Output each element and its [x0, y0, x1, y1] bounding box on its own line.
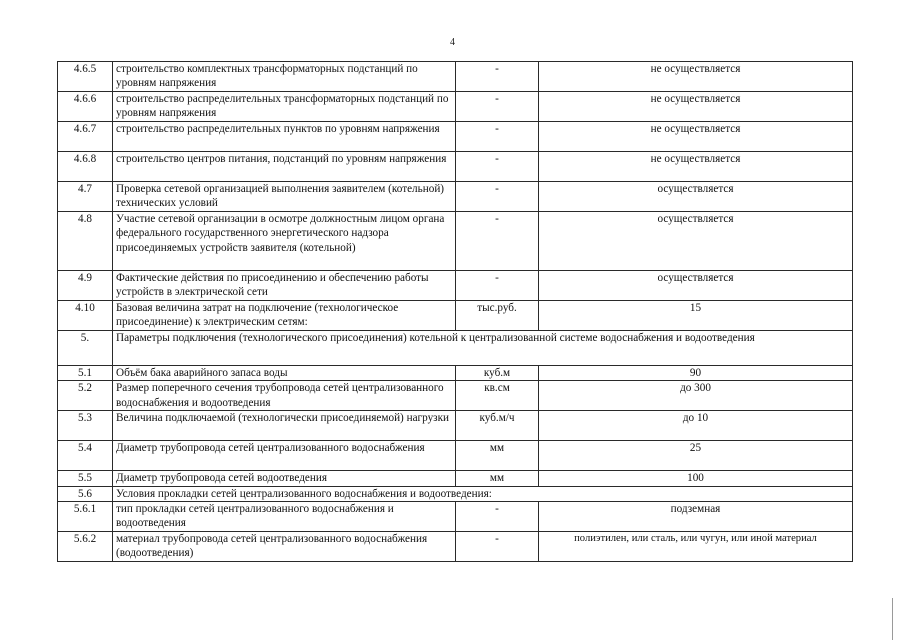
row-number: 4.7 — [58, 182, 113, 212]
row-unit: - — [456, 92, 539, 122]
row-description: Проверка сетевой организацией выполнения заявителем (котельной) технических условий — [113, 182, 456, 212]
table-row — [58, 531, 853, 561]
row-unit: - — [456, 62, 539, 92]
parameters-table — [57, 61, 853, 562]
table-row — [58, 366, 853, 381]
row-value: осуществляется — [539, 182, 853, 212]
row-description: Размер поперечного сечения трубопровода сетей централизованного водоснабжения и водоотведения — [113, 381, 456, 411]
table-row — [58, 62, 853, 92]
row-number: 5.1 — [58, 366, 113, 381]
row-number: 5.2 — [58, 381, 113, 411]
row-value: не осуществляется — [539, 62, 853, 92]
row-value: 100 — [539, 471, 853, 486]
row-description: Диаметр трубопровода сетей централизованного водоснабжения — [113, 441, 456, 471]
table-row — [58, 92, 853, 122]
row-description: строительство распределительных пунктов по уровням напряжения — [113, 122, 456, 152]
row-unit: куб.м/ч — [456, 411, 539, 441]
table-row — [58, 212, 853, 271]
row-value: не осуществляется — [539, 152, 853, 182]
row-value: подземная — [539, 501, 853, 531]
scan-margin-line — [892, 598, 893, 640]
row-number: 4.6.8 — [58, 152, 113, 182]
row-unit: - — [456, 271, 539, 301]
row-number: 5.6.2 — [58, 531, 113, 561]
row-value: 25 — [539, 441, 853, 471]
table-row — [58, 182, 853, 212]
row-value: 15 — [539, 301, 853, 331]
row-value: осуществляется — [539, 212, 853, 271]
row-value: осуществляется — [539, 271, 853, 301]
table-row — [58, 152, 853, 182]
row-unit: кв.см — [456, 381, 539, 411]
section-row — [58, 486, 853, 501]
row-number: 4.6.5 — [58, 62, 113, 92]
row-description: тип прокладки сетей централизованного водоснабжения и водоотведения — [113, 501, 456, 531]
row-value: не осуществляется — [539, 122, 853, 152]
table-row — [58, 271, 853, 301]
row-description: строительство центров питания, подстанций по уровням напряжения — [113, 152, 456, 182]
row-description: строительство распределительных трансформаторных подстанций по уровням напряжения — [113, 92, 456, 122]
row-number: 4.6.6 — [58, 92, 113, 122]
section-row — [58, 331, 853, 366]
row-unit: - — [456, 152, 539, 182]
row-value: не осуществляется — [539, 92, 853, 122]
row-unit: - — [456, 122, 539, 152]
table-row — [58, 381, 853, 411]
row-unit: куб.м — [456, 366, 539, 381]
row-unit: мм — [456, 471, 539, 486]
table-row — [58, 471, 853, 486]
row-unit: тыс.руб. — [456, 301, 539, 331]
row-description: Базовая величина затрат на подключение (технологическое присоединение) к электрическим сетям: — [113, 301, 456, 331]
row-number: 5.5 — [58, 471, 113, 486]
row-value: полиэтилен, или сталь, или чугун, или иной материал — [539, 531, 853, 561]
row-number: 4.6.7 — [58, 122, 113, 152]
row-number: 5.6.1 — [58, 501, 113, 531]
row-unit: - — [456, 212, 539, 271]
row-description: строительство комплектных трансформаторных подстанций по уровням напряжения — [113, 62, 456, 92]
table-row — [58, 501, 853, 531]
row-unit: мм — [456, 441, 539, 471]
table-row — [58, 441, 853, 471]
row-number: 4.10 — [58, 301, 113, 331]
table-row — [58, 411, 853, 441]
row-number: 4.8 — [58, 212, 113, 271]
section-number: 5.6 — [58, 486, 113, 501]
section-title: Параметры подключения (технологического присоединения) котельной к централизованной системе водоснабжения и водоотведения — [113, 331, 853, 366]
table-row — [58, 301, 853, 331]
row-description: Фактические действия по присоединению и обеспечению работы устройств в электрической сети — [113, 271, 456, 301]
page-number: 4 — [450, 37, 455, 48]
row-value: до 10 — [539, 411, 853, 441]
section-number: 5. — [58, 331, 113, 366]
row-unit: - — [456, 531, 539, 561]
row-description: материал трубопровода сетей централизованного водоснабжения (водоотведения) — [113, 531, 456, 561]
row-value: до 300 — [539, 381, 853, 411]
row-number: 5.3 — [58, 411, 113, 441]
row-unit: - — [456, 501, 539, 531]
row-description: Объём бака аварийного запаса воды — [113, 366, 456, 381]
row-unit: - — [456, 182, 539, 212]
row-value: 90 — [539, 366, 853, 381]
row-number: 4.9 — [58, 271, 113, 301]
row-number: 5.4 — [58, 441, 113, 471]
table-row — [58, 122, 853, 152]
row-description: Величина подключаемой (технологически присоединяемой) нагрузки — [113, 411, 456, 441]
row-description: Участие сетевой организации в осмотре должностным лицом органа федерального государственного энергетического надзора присоединяемых устройств заявителя (котельной) — [113, 212, 456, 271]
row-description: Диаметр трубопровода сетей водоотведения — [113, 471, 456, 486]
section-title: Условия прокладки сетей централизованного водоснабжения и водоотведения: — [113, 486, 853, 501]
